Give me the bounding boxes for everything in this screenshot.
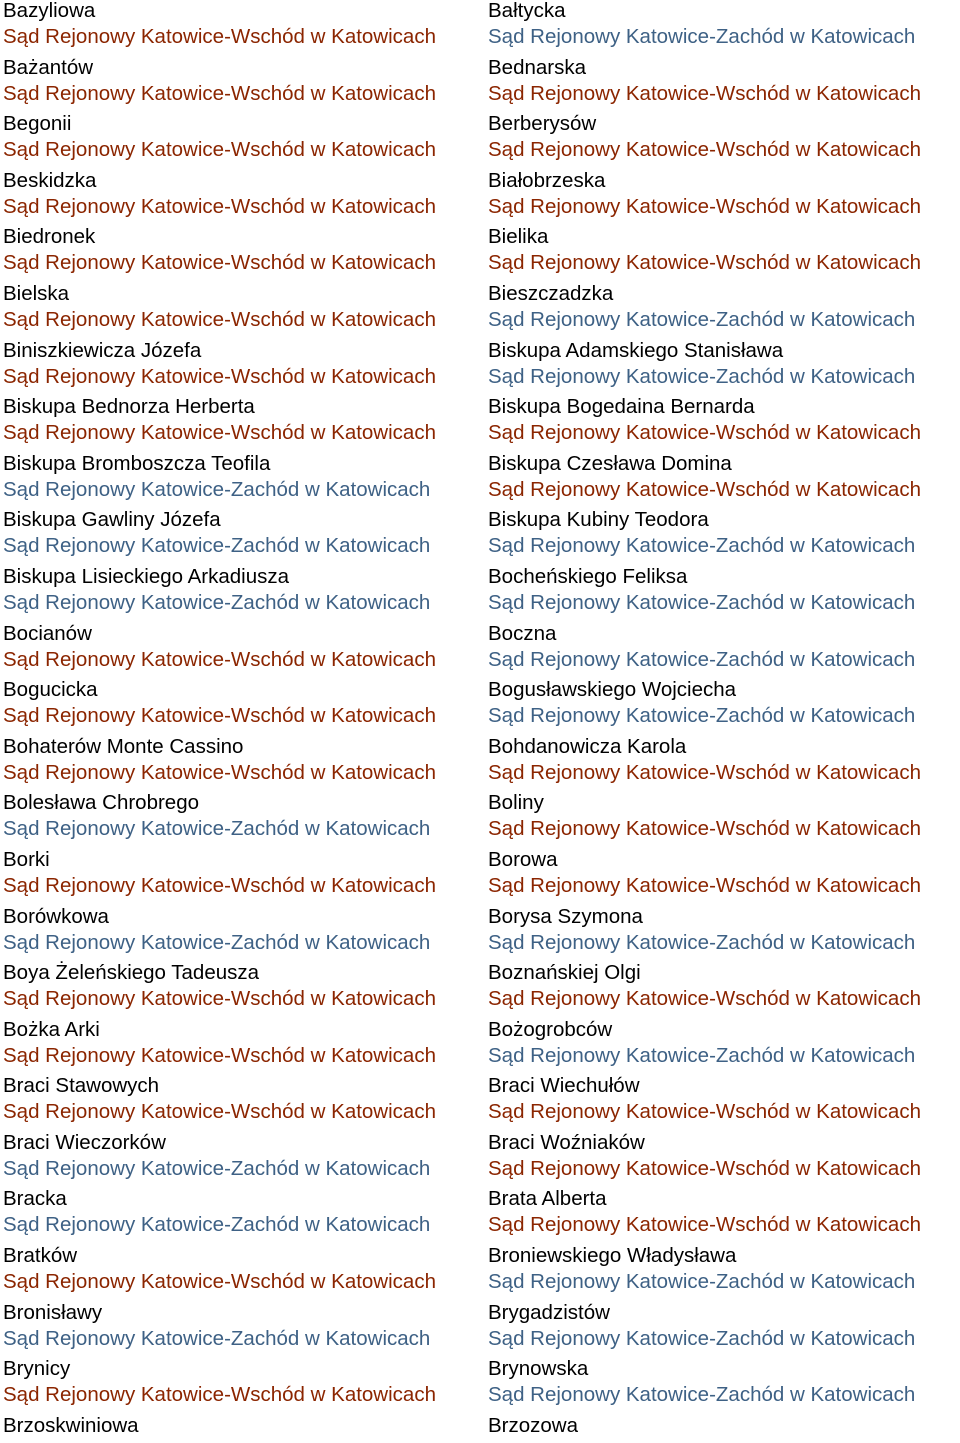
street-name: Berberysów	[488, 112, 597, 136]
street-entry	[3, 734, 485, 791]
street-entry	[488, 168, 960, 225]
street-entry	[3, 224, 485, 281]
street-entry	[488, 338, 960, 395]
street-entry	[3, 564, 485, 621]
court-name: Sąd Rejonowy Katowice-Zachód w Katowicach	[488, 1383, 916, 1407]
street-entry	[488, 111, 960, 168]
court-name: Sąd Rejonowy Katowice-Wschód w Katowicach	[488, 421, 921, 445]
street-entry	[3, 790, 485, 847]
court-name: Sąd Rejonowy Katowice-Wschód w Katowicach	[488, 1156, 921, 1180]
court-name: Sąd Rejonowy Katowice-Zachód w Katowicach	[488, 364, 916, 388]
street-name: Bogucicka	[3, 678, 98, 702]
court-name: Sąd Rejonowy Katowice-Wschód w Katowicach	[3, 1100, 436, 1124]
street-name: Brata Alberta	[488, 1187, 607, 1211]
street-entry	[3, 338, 485, 395]
street-entry	[488, 0, 960, 55]
street-entry	[3, 394, 485, 451]
court-name: Sąd Rejonowy Katowice-Zachód w Katowicach	[488, 590, 916, 614]
street-name: Borowa	[488, 847, 558, 871]
court-name: Sąd Rejonowy Katowice-Wschód w Katowicach	[488, 251, 921, 275]
street-name: Biskupa Bednorza Herberta	[3, 395, 255, 419]
street-entry	[488, 451, 960, 508]
court-name: Sąd Rejonowy Katowice-Wschód w Katowicach	[3, 873, 436, 897]
street-name: Bocheńskiego Feliksa	[488, 564, 688, 588]
court-name: Sąd Rejonowy Katowice-Wschód w Katowicach	[3, 1383, 436, 1407]
court-name: Sąd Rejonowy Katowice-Wschód w Katowicach	[3, 1043, 436, 1067]
street-name: Biskupa Bogedaina Bernarda	[488, 395, 755, 419]
street-entry	[488, 564, 960, 621]
court-name: Sąd Rejonowy Katowice-Zachód w Katowicach	[488, 307, 916, 331]
street-entry	[488, 1130, 960, 1187]
street-entry	[3, 168, 485, 225]
court-name: Sąd Rejonowy Katowice-Wschód w Katowicach	[488, 760, 921, 784]
court-name: Sąd Rejonowy Katowice-Zachód w Katowicach	[3, 1326, 431, 1350]
court-name: Sąd Rejonowy Katowice-Zachód w Katowicach	[488, 930, 916, 954]
court-name: Sąd Rejonowy Katowice-Wschód w Katowicach	[488, 817, 921, 841]
street-entry	[488, 904, 960, 961]
street-entry	[488, 1300, 960, 1357]
street-entry	[3, 281, 485, 338]
street-name: Bażantów	[3, 55, 94, 79]
court-name: Sąd Rejonowy Katowice-Zachód w Katowicach	[3, 1213, 431, 1237]
street-entry	[3, 1186, 485, 1243]
street-entry	[488, 1073, 960, 1130]
street-name: Bielika	[488, 225, 549, 249]
street-entry	[3, 55, 485, 112]
street-name: Braci Woźniaków	[488, 1130, 645, 1154]
street-entry	[488, 790, 960, 847]
court-name: Sąd Rejonowy Katowice-Wschód w Katowicach	[3, 1270, 436, 1294]
street-entry	[3, 1300, 485, 1357]
street-entry	[3, 621, 485, 678]
street-entry	[488, 621, 960, 678]
street-entry	[488, 394, 960, 451]
street-name: Biskupa Kubiny Teodora	[488, 508, 709, 532]
court-name: Sąd Rejonowy Katowice-Wschód w Katowicach	[3, 987, 436, 1011]
street-entry	[3, 1413, 485, 1443]
court-name: Sąd Rejonowy Katowice-Wschód w Katowicach	[488, 477, 921, 501]
right-column	[488, 0, 960, 1443]
street-entry	[3, 507, 485, 564]
court-name: Sąd Rejonowy Katowice-Wschód w Katowicach	[3, 307, 436, 331]
court-name: Sąd Rejonowy Katowice-Zachód w Katowicach	[488, 25, 916, 48]
street-entry	[488, 677, 960, 734]
street-entry	[3, 111, 485, 168]
street-name: Biskupa Gawliny Józefa	[3, 508, 221, 532]
street-entry	[3, 847, 485, 904]
street-name: Bieszczadzka	[488, 281, 614, 305]
street-entry	[488, 507, 960, 564]
street-entry	[488, 1356, 960, 1413]
court-name: Sąd Rejonowy Katowice-Wschód w Katowicach	[3, 364, 436, 388]
court-name: Sąd Rejonowy Katowice-Wschód w Katowicach	[488, 1100, 921, 1124]
street-name: Bazyliowa	[3, 0, 96, 22]
street-entry	[3, 1356, 485, 1413]
court-name: Sąd Rejonowy Katowice-Wschód w Katowicach	[488, 1213, 921, 1237]
court-name: Sąd Rejonowy Katowice-Wschód w Katowicach	[488, 138, 921, 162]
street-entry	[488, 1413, 960, 1443]
street-name: Boya Żeleńskiego Tadeusza	[3, 961, 260, 985]
street-name: Braci Stawowych	[3, 1074, 160, 1098]
street-name: Bogusławskiego Wojciecha	[488, 678, 737, 702]
street-name: Boczna	[488, 621, 557, 645]
court-name: Sąd Rejonowy Katowice-Zachód w Katowicach	[3, 817, 431, 841]
street-name: Bożka Arki	[3, 1017, 100, 1041]
street-name: Bohaterów Monte Cassino	[3, 734, 244, 758]
court-name: Sąd Rejonowy Katowice-Wschód w Katowicach	[3, 647, 436, 671]
street-entry	[488, 734, 960, 791]
court-name: Sąd Rejonowy Katowice-Wschód w Katowicach	[488, 873, 921, 897]
street-name: Brynowska	[488, 1357, 589, 1381]
court-name: Sąd Rejonowy Katowice-Zachód w Katowicach	[488, 534, 916, 558]
street-name: Biedronek	[3, 225, 96, 249]
court-name: Sąd Rejonowy Katowice-Zachód w Katowicach	[488, 704, 916, 728]
court-name: Sąd Rejonowy Katowice-Zachód w Katowicach	[3, 534, 431, 558]
street-name: Borysa Szymona	[488, 904, 643, 928]
street-name: Bronisławy	[3, 1300, 103, 1324]
court-name: Sąd Rejonowy Katowice-Wschód w Katowicach	[3, 194, 436, 218]
court-name: Sąd Rejonowy Katowice-Wschód w Katowicach	[3, 760, 436, 784]
street-entry	[3, 451, 485, 508]
street-name: Bohdanowicza Karola	[488, 734, 687, 758]
street-entry	[3, 1017, 485, 1074]
street-entry	[488, 1017, 960, 1074]
court-name: Sąd Rejonowy Katowice-Wschód w Katowicach	[3, 81, 436, 105]
street-name: Braci Wieczorków	[3, 1130, 166, 1154]
court-name: Sąd Rejonowy Katowice-Zachód w Katowicach	[3, 590, 431, 614]
street-name: Bednarska	[488, 55, 587, 79]
court-name: Sąd Rejonowy Katowice-Zachód w Katowicach	[3, 930, 431, 954]
street-name: Broniewskiego Władysława	[488, 1244, 737, 1268]
court-name: Sąd Rejonowy Katowice-Zachód w Katowicach	[488, 647, 916, 671]
street-name: Begonii	[3, 112, 72, 136]
court-name: Sąd Rejonowy Katowice-Zachód w Katowicach	[488, 1270, 916, 1294]
street-entry	[3, 1130, 485, 1187]
street-name: Bałtycka	[488, 0, 566, 22]
street-name: Bielska	[3, 281, 70, 305]
street-name: Brynicy	[3, 1357, 71, 1381]
street-entry	[3, 1073, 485, 1130]
street-entry	[488, 960, 960, 1017]
court-name: Sąd Rejonowy Katowice-Wschód w Katowicach	[488, 194, 921, 218]
street-name: Białobrzeska	[488, 168, 606, 192]
street-entry	[488, 281, 960, 338]
court-name: Sąd Rejonowy Katowice-Wschód w Katowicach	[3, 704, 436, 728]
left-column	[3, 0, 485, 1443]
street-name: Borówkowa	[3, 904, 109, 928]
street-entry	[488, 224, 960, 281]
court-name: Sąd Rejonowy Katowice-Zachód w Katowicach	[488, 1043, 916, 1067]
street-name: Bolesława Chrobrego	[3, 791, 200, 815]
court-name: Sąd Rejonowy Katowice-Wschód w Katowicach	[488, 81, 921, 105]
street-name: Braci Wiechułów	[488, 1074, 640, 1098]
court-name: Sąd Rejonowy Katowice-Wschód w Katowicach	[488, 987, 921, 1011]
street-entry	[488, 847, 960, 904]
street-name: Bocianów	[3, 621, 92, 645]
street-entry	[488, 1186, 960, 1243]
street-name: Boznańskiej Olgi	[488, 961, 641, 985]
court-name: Sąd Rejonowy Katowice-Wschód w Katowicach	[3, 25, 436, 48]
street-name: Brygadzistów	[488, 1300, 610, 1324]
court-name: Sąd Rejonowy Katowice-Zachód w Katowicach	[3, 1156, 431, 1180]
street-name: Brzozowa	[488, 1413, 579, 1437]
court-name: Sąd Rejonowy Katowice-Wschód w Katowicach	[3, 138, 436, 162]
street-name: Boliny	[488, 791, 544, 815]
street-name: Bratków	[3, 1244, 78, 1268]
court-name: Sąd Rejonowy Katowice-Wschód w Katowicach	[3, 421, 436, 445]
street-name: Bracka	[3, 1187, 67, 1211]
court-name: Sąd Rejonowy Katowice-Zachód w Katowicach	[3, 477, 431, 501]
street-name: Biskupa Lisieckiego Arkadiusza	[3, 564, 290, 588]
street-name: Biskupa Adamskiego Stanisława	[488, 338, 784, 362]
street-name: Borki	[3, 847, 50, 871]
court-name: Sąd Rejonowy Katowice-Wschód w Katowicach	[3, 251, 436, 275]
street-entry	[3, 904, 485, 961]
street-entry	[488, 55, 960, 112]
street-name: Beskidzka	[3, 168, 97, 192]
street-name: Brzoskwiniowa	[3, 1413, 139, 1437]
street-name: Biskupa Bromboszcza Teofila	[3, 451, 271, 475]
court-name: Sąd Rejonowy Katowice-Zachód w Katowicach	[488, 1326, 916, 1350]
street-name: Biniszkiewicza Józefa	[3, 338, 202, 362]
street-entry	[3, 0, 485, 55]
street-entry	[3, 677, 485, 734]
street-entry	[3, 1243, 485, 1300]
street-entry	[3, 960, 485, 1017]
street-entry	[488, 1243, 960, 1300]
street-name: Bożogrobców	[488, 1017, 613, 1041]
street-name: Biskupa Czesława Domina	[488, 451, 732, 475]
